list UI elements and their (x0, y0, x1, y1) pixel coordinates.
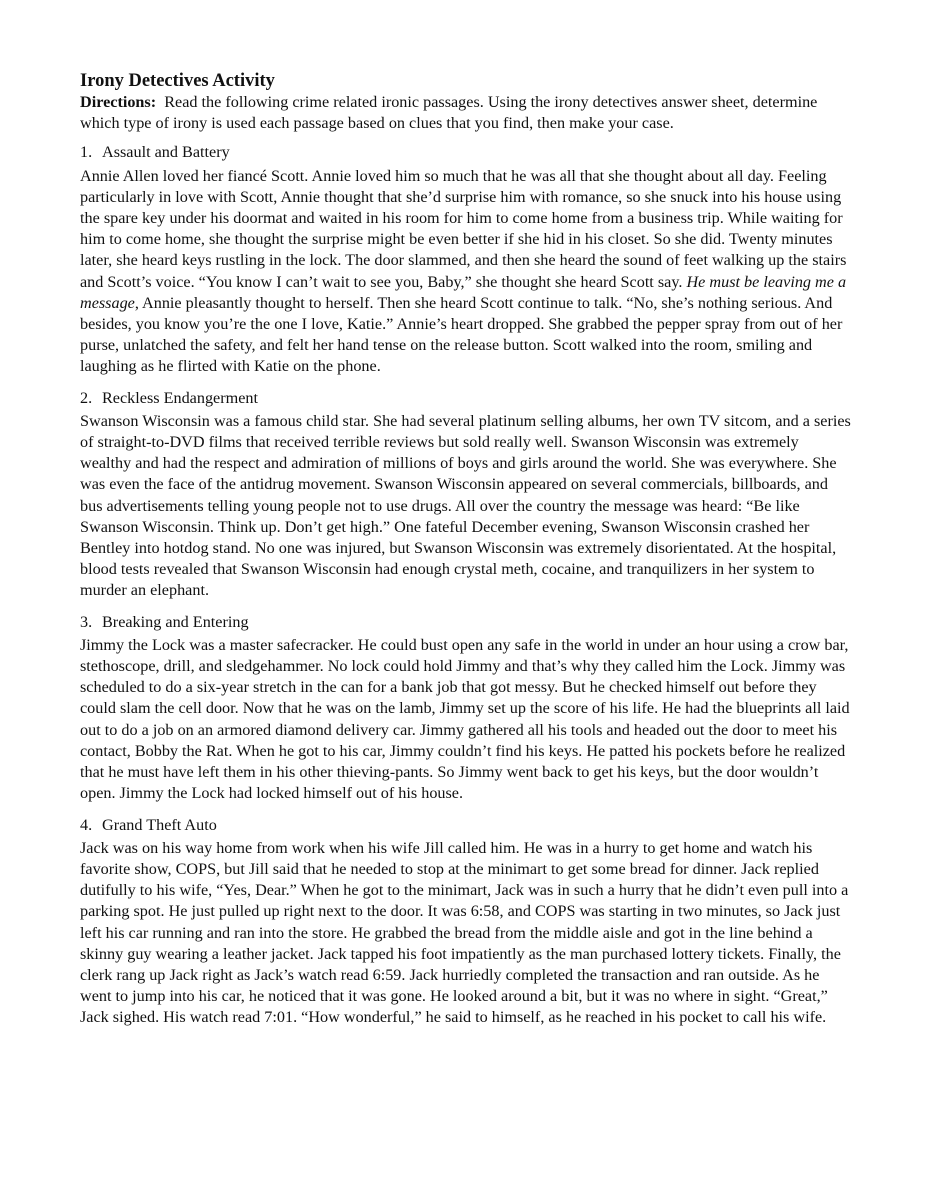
directions-text: Read the following crime related ironic passages. Using the irony detectives answer sheet, determine which type of irony is used each passage based on clues that you find, then make your case. (80, 93, 818, 133)
passage-text: Jimmy the Lock was a master safecracker. He could bust open any safe in the world in under an hour using a crow bar, stethoscope, drill, and sledgehammer. No lock could hold Jimmy and that’s why they called him the Lock. Jimmy was scheduled to do a six-year stretch in the can for a bank job that got messy. But he checked himself out before they could slam the cell door. Now that he was on the lamb, Jimmy set up the score of his life. He had the blueprints all laid out to do a job on an armored diamond delivery car. Jimmy gathered all his tools and headed out the door to meet his contact, Bobby the Rat. When he got to his car, Jimmy couldn’t find his keys. He patted his pockets before he realized that he must have left them in his other thieving-pants. So Jimmy went back to get his keys, but the door wouldn’t open. Jimmy the Lock had locked himself out of his house. (80, 635, 850, 803)
passage-heading (80, 612, 852, 633)
passage-title: Breaking and Entering (102, 612, 249, 631)
passage-italic-text: He must be leaving me a message (80, 272, 847, 312)
passage-number: 4. (80, 815, 93, 834)
passage-heading (80, 142, 852, 163)
passage-2 (80, 388, 852, 602)
passage-title: Reckless Endangerment (102, 388, 258, 407)
passage-text (80, 166, 852, 378)
page-title: Irony Detectives Activity (80, 71, 275, 91)
passage-number: 1. (80, 143, 93, 162)
directions-label: Directions: (80, 93, 157, 111)
passage-text-part: , Annie pleasantly thought to herself. Then she heard Scott continue to talk. “No, she’s nothing serious. And besides, you know you’re the one I love, Katie.” Annie’s heart dropped. She grabbed the pepper spray from out of her purse, unlatched the safety, and felt her hand tense on the release button. Scott walked into the room, smiling and laughing as he flirted with Katie on the phone. (80, 293, 843, 376)
directions (80, 92, 852, 134)
passage-heading (80, 388, 852, 409)
passage-number: 3. (80, 612, 93, 631)
passage-text-part: Annie Allen loved her fiancé Scott. Annie loved him so much that he was all that she thought about all day. Feeling particularly in love with Scott, Annie thought that she’d surprise him with romance, so she snuck into his house using the spare key under his doormat and waited in his room for him to come home from a business trip. While waiting for him to come home, she thought the surprise might be even better if she hid in his closet. So she did. Twenty minutes later, she heard keys rustling in the lock. The door slammed, and then she heard the sound of feet walking up the stairs and Scott’s voice. “You know I can’t wait to see you, Baby,” she thought she heard Scott say. (80, 166, 847, 291)
passage-4 (80, 815, 852, 1029)
passage-text: Swanson Wisconsin was a famous child star. She had several platinum selling albums, her own TV sitcom, and a series of straight-to-DVD films that received terrible reviews but sold really well. Swanson Wisconsin was extremely wealthy and had the respect and admiration of millions of boys and girls around the world. She was everywhere. She was even the face of the antidrug movement. Swanson Wisconsin appeared on several commercials, billboards, and bus advertisements telling young people not to use drugs. All over the country the message was heard: “Be like Swanson Wisconsin. Think up. Don’t get high.” One fateful December evening, Swanson Wisconsin crashed her Bentley into hotdog stand. No one was injured, but Swanson Wisconsin was extremely disorientated. At the hospital, blood tests revealed that Swanson Wisconsin had enough crystal meth, cocaine, and tranquilizers in her system to murder an elephant. (80, 411, 851, 600)
passage-heading (80, 815, 852, 836)
passage-3 (80, 612, 852, 805)
worksheet-page (80, 70, 852, 1039)
passage-1 (80, 142, 852, 377)
passage-title: Grand Theft Auto (102, 815, 217, 834)
passage-title: Assault and Battery (102, 143, 230, 162)
passage-number: 2. (80, 388, 93, 407)
passage-text: Jack was on his way home from work when his wife Jill called him. He was in a hurry to get home and watch his favorite show, COPS, but Jill said that he needed to stop at the minimart to get some bread for dinner. Jack replied dutifully to his wife, “Yes, Dear.” When he got to the minimart, Jack was in such a hurry that he didn’t even pull into a parking spot. He just pulled up right next to the door. It was 6:58, and COPS was starting in two minutes, so Jack just left his car running and ran into the store. He grabbed the bread from the middle aisle and got in the line behind a skinny guy wearing a leather jacket. Jack tapped his foot impatiently as the man purchased lottery tickets. Finally, the clerk rang up Jack right as Jack’s watch read 6:59. Jack hurriedly completed the transaction and ran outside. As he went to jump into his car, he noticed that it was gone. He looked around a bit, but it was no where in sight. “Great,” Jack sighed. His watch read 7:01. “How wonderful,” he said to himself, as he reached in his pocket to call his wife. (80, 838, 849, 1027)
